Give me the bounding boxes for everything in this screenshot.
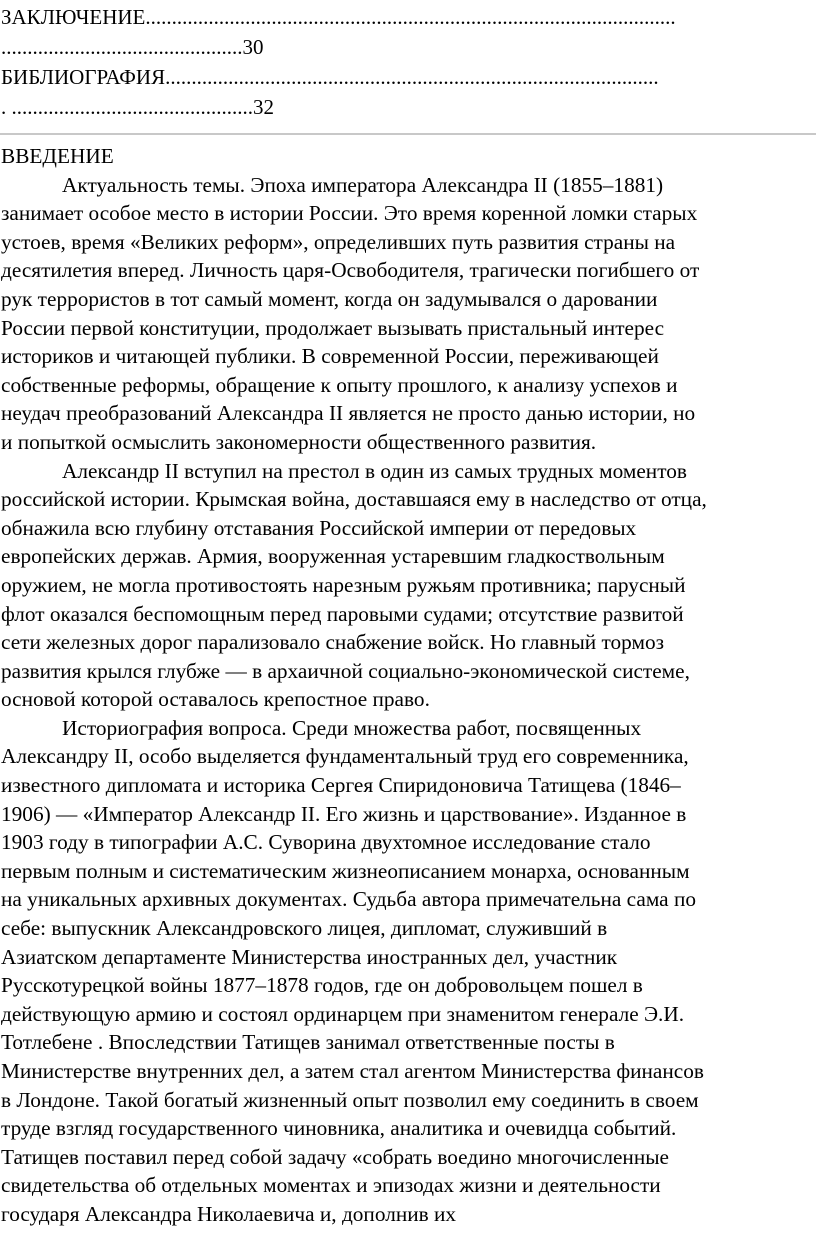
text-line: основой которой оставалось крепостное право. xyxy=(1,687,430,712)
text-line: известного дипломата и историка Сергея Спиридоновича Татищева (1846– xyxy=(1,773,681,798)
text-line: первым полным и систематическим жизнеописанием монарха, основанным xyxy=(1,858,690,883)
text-line: сети железных дорог парализовало снабжение войск. Но главный тормоз xyxy=(1,630,665,655)
text-line: Александру II, особо выделяется фундаментальный труд его современника, xyxy=(1,744,689,769)
text-line: Актуальность темы. Эпоха императора Александра II (1855–1881) xyxy=(62,172,664,197)
text-line: неудач преобразований Александра II является не просто данью истории, но xyxy=(1,401,696,426)
text-line: свидетельства об отдельных моментах и эпизодах жизни и деятельности xyxy=(1,1173,661,1198)
text-line: Тотлебене . Впоследствии Татищев занимал ответственные посты в xyxy=(1,1030,615,1055)
toc-entry-page-line: . ..............................................32 xyxy=(1,95,274,119)
toc-entry-page-line: ..............................................30 xyxy=(1,35,264,59)
text-line: Историография вопроса. Среди множества работ, посвященных xyxy=(62,715,642,740)
toc-entry-title-line: БИБЛИОГРАФИЯ.............................................................................................. xyxy=(1,65,659,89)
toc-entry-conclusion[interactable] xyxy=(1,2,813,62)
page-break-divider xyxy=(0,133,816,135)
text-line: на уникальных архивных документах. Судьба автора примечательна сама по xyxy=(1,887,696,912)
text-line: себе: выпускник Александровского лицея, дипломат, служивший в xyxy=(1,916,608,941)
text-line: Александр II вступил на престол в один из самых трудных моментов xyxy=(62,458,687,483)
text-line: 1903 году в типографии А.С. Суворина двухтомное исследование стало xyxy=(1,830,651,855)
text-line: рук террористов в тот самый момент, когда он задумывался о даровании xyxy=(1,286,658,311)
paragraph-accession xyxy=(1,457,807,714)
table-of-contents xyxy=(1,2,813,122)
text-line: и попыткой осмыслить закономерности общественного развития. xyxy=(1,429,597,454)
paragraph-historiography xyxy=(1,714,807,1229)
text-line: труде взгляд государственного чиновника, аналитика и очевидца событий. xyxy=(1,1116,677,1141)
introduction-section xyxy=(1,142,807,1229)
paragraph-relevance xyxy=(1,171,807,457)
text-line: европейских держав. Армия, вооруженная устаревшим гладкоствольным xyxy=(1,544,665,569)
text-line: Министерстве внутренних дел, а затем стал агентом Министерства финансов xyxy=(1,1059,704,1083)
text-line: оружием, не могла противостоять нарезным ружьям противника; парусный xyxy=(1,572,686,597)
toc-entry-title-line: ЗАКЛЮЧЕНИЕ..................................................................................................... xyxy=(1,5,676,29)
text-line: Азиатском департаменте Министерства иностранных дел, участник xyxy=(1,944,618,969)
text-line: действующую армию и состоял ординарцем при знаменитом генерале Э.И. xyxy=(1,1001,685,1026)
text-line: государя Александра Николаевича и, дополнив их xyxy=(1,1201,457,1226)
text-line: 1906) — «Император Александр II. Его жизнь и царствование». Изданное в xyxy=(1,801,687,826)
text-line: десятилетия вперед. Личность царя-Освободителя, трагически погибшего от xyxy=(1,258,700,283)
text-line: историков и читающей публики. В современной России, переживающей xyxy=(1,344,659,369)
text-line: Русскотурецкой войны 1877–1878 годов, где он добровольцем пошел в xyxy=(1,973,643,998)
text-line: Татищев поставил перед собой задачу «собрать воедино многочисленные xyxy=(1,1144,669,1169)
toc-entry-bibliography[interactable] xyxy=(1,62,813,122)
section-title: ВВЕДЕНИЕ xyxy=(1,144,114,168)
text-line: занимает особое место в истории России. Это время коренной ломки старых xyxy=(1,201,698,226)
text-line: устоев, время «Великих реформ», определивших путь развития страны на xyxy=(1,229,676,254)
text-line: обнажила всю глубину отставания Российской империи от передовых xyxy=(1,515,637,540)
text-line: российской истории. Крымская война, доставшаяся ему в наследство от отца, xyxy=(1,487,707,512)
text-line: флот оказался беспомощным перед паровыми судами; отсутствие развитой xyxy=(1,601,684,626)
text-line: развития крылся глубже — в архаичной социально-экономической системе, xyxy=(1,658,690,683)
text-line: собственные реформы, обращение к опыту прошлого, к анализу успехов и xyxy=(1,372,678,397)
text-line: в Лондоне. Такой богатый жизненный опыт позволил ему соединить в своем xyxy=(1,1087,699,1112)
text-line: России первой конституции, продолжает вызывать пристальный интерес xyxy=(1,315,665,340)
